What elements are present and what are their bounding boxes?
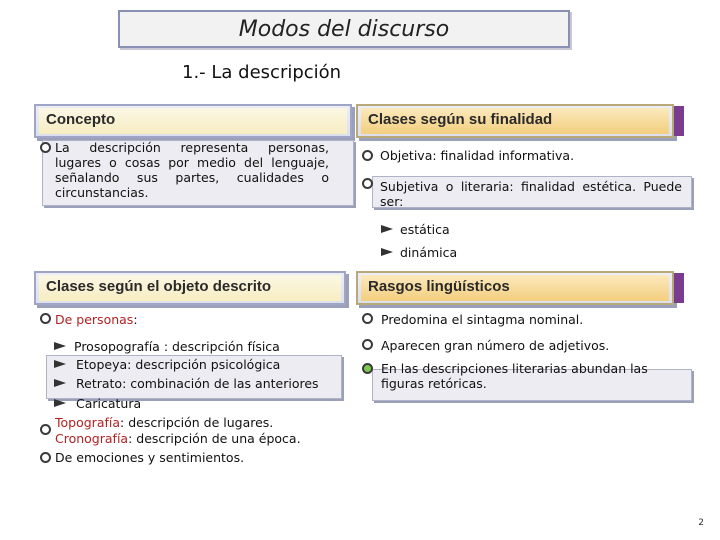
header-accent-bar xyxy=(674,273,684,303)
concepto-header xyxy=(34,104,352,138)
concepto-header-label: Concepto xyxy=(46,111,116,128)
bullet-icon xyxy=(40,313,51,324)
arrow-bullet-icon xyxy=(54,379,66,387)
bullet-icon xyxy=(40,424,51,435)
personas-item-prosopografia: Prosopografía : descripción física xyxy=(74,339,280,354)
bullet-icon xyxy=(362,150,373,161)
clases-finalidad-header-label: Clases según su finalidad xyxy=(368,111,553,128)
bullet-icon xyxy=(362,313,373,324)
cronografia-term: Cronografía xyxy=(55,431,129,446)
finalidad-item-objetiva: Objetiva: finalidad informativa. xyxy=(380,148,575,163)
rasgos-item-sintagma: Predomina el sintagma nominal. xyxy=(381,312,584,327)
page-title-text: Modos del discurso xyxy=(238,16,450,42)
rasgos-header xyxy=(356,271,674,305)
rasgos-header-label: Rasgos lingüísticos xyxy=(368,278,510,295)
topografia-desc: : descripción de lugares. xyxy=(120,415,274,430)
personas-item-retrato: Retrato: combinación de las anteriores xyxy=(76,376,319,391)
bullet-icon xyxy=(362,363,373,374)
rasgos-item-figuras: En las descripciones literarias abundan las figuras retóricas. xyxy=(381,361,648,391)
concepto-text: La descripción representa personas, lugares o cosas por medio del lenguaje, señalando sus partes, cualidades o circunstancias. xyxy=(55,140,329,200)
de-personas-colon: : xyxy=(133,312,138,327)
arrow-bullet-icon xyxy=(54,399,66,407)
bullet-icon xyxy=(40,142,51,153)
section-subtitle: 1.- La descripción xyxy=(182,62,342,83)
bullet-icon xyxy=(362,178,373,189)
arrow-bullet-icon xyxy=(54,360,66,368)
emociones-line: De emociones y sentimientos. xyxy=(55,450,245,465)
header-accent-bar xyxy=(674,106,684,136)
de-personas-line xyxy=(55,312,138,327)
arrow-bullet-icon xyxy=(381,225,393,233)
bullet-icon xyxy=(40,452,51,463)
clases-objeto-header-label: Clases según el objeto descrito xyxy=(46,278,272,295)
finalidad-item-subjetiva: Subjetiva o literaria: finalidad estética. Puede ser: xyxy=(380,179,682,209)
topografia-line xyxy=(55,415,273,430)
personas-item-caricatura: Caricatura xyxy=(76,396,142,411)
rasgos-item-adjetivos: Aparecen gran número de adjetivos. xyxy=(381,338,610,353)
arrow-bullet-icon xyxy=(54,342,66,350)
bullet-icon xyxy=(362,339,373,350)
clases-finalidad-header xyxy=(356,104,674,138)
finalidad-subitem-dinamica: dinámica xyxy=(400,245,458,260)
cronografia-desc: : descripción de una época. xyxy=(128,431,301,446)
cronografia-line xyxy=(55,431,301,446)
finalidad-subitem-estatica: estática xyxy=(400,222,450,237)
page-number: 2 xyxy=(698,518,704,528)
de-personas-term: De personas xyxy=(55,312,134,327)
personas-item-etopeya: Etopeya: descripción psicológica xyxy=(76,357,281,372)
topografia-term: Topografía xyxy=(55,415,121,430)
page-title xyxy=(118,10,570,48)
clases-objeto-header xyxy=(34,271,346,305)
arrow-bullet-icon xyxy=(381,248,393,256)
